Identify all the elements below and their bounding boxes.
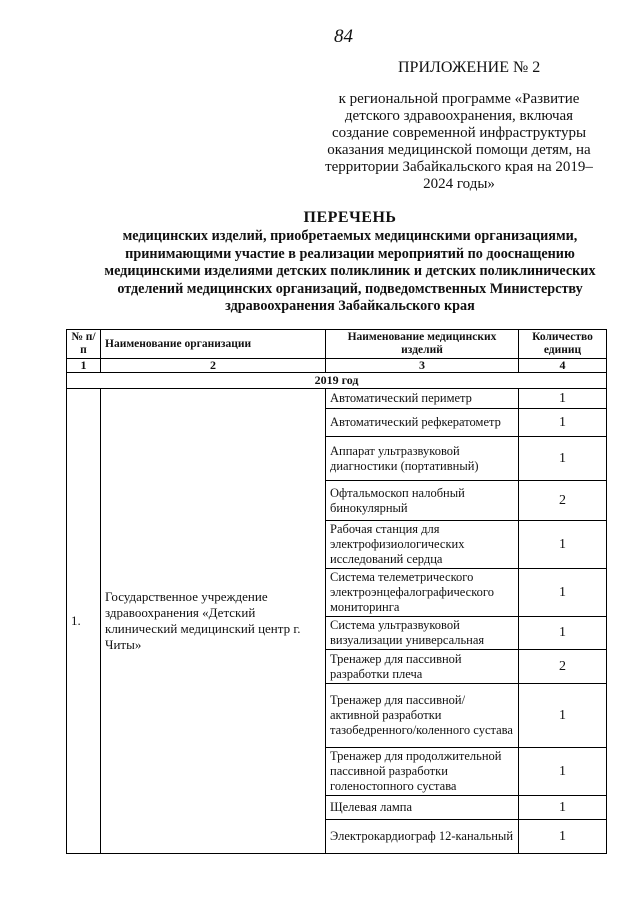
device-quantity: 1 <box>519 409 607 437</box>
device-name: Система ультразвуковой визуализации универсальная <box>326 617 519 650</box>
device-quantity: 2 <box>519 650 607 684</box>
device-quantity: 1 <box>519 820 607 854</box>
device-name: Система телеметрического электроэнцефалографического мониторинга <box>326 569 519 617</box>
table-header-row <box>67 330 607 359</box>
column-number: 3 <box>326 359 519 373</box>
page-number: 84 <box>334 26 353 47</box>
organization-name: Государственное учреждение здравоохранения «Детский клинический медицинский центр г. Читы» <box>101 389 326 854</box>
device-quantity: 1 <box>519 748 607 796</box>
document-subtitle: медицинских изделий, приобретаемых медицинскими организациями, принимающими участие в реализации мероприятий по дооснащению медицинскими изделиями детских поликлиник и детских поликлинических отделений медицинских организаций, подведомственных Министерству здравоохранения Забайкальского края <box>104 228 596 314</box>
device-name: Офтальмоскоп налобный бинокулярный <box>326 481 519 521</box>
device-quantity: 1 <box>519 796 607 820</box>
device-name: Тренажер для пассивной разработки плеча <box>326 650 519 684</box>
header-quantity: Количество единиц <box>519 330 607 359</box>
document-heading <box>90 209 610 316</box>
device-name: Тренажер для продолжительной пассивной разработки голеностопного сустава <box>326 748 519 796</box>
device-name: Щелевая лампа <box>326 796 519 820</box>
device-quantity: 1 <box>519 437 607 481</box>
year-row <box>67 373 607 389</box>
device-name: Электрокардиограф 12-канальный <box>326 820 519 854</box>
device-name: Рабочая станция для электрофизиологических исследований сердца <box>326 521 519 569</box>
row-index: 1. <box>67 389 101 854</box>
document-title: ПЕРЕЧЕНЬ <box>303 209 397 226</box>
column-number: 4 <box>519 359 607 373</box>
device-name: Автоматический рефкератометр <box>326 409 519 437</box>
device-name: Автоматический периметр <box>326 389 519 409</box>
year-label: 2019 год <box>67 373 607 389</box>
header-organization: Наименование организации <box>101 330 326 359</box>
device-quantity: 1 <box>519 684 607 748</box>
device-quantity: 1 <box>519 569 607 617</box>
appendix-title: ПРИЛОЖЕНИЕ № 2 <box>398 59 541 76</box>
device-quantity: 1 <box>519 389 607 409</box>
device-name: Тренажер для пассивной/активной разработки тазобедренного/коленного сустава <box>326 684 519 748</box>
device-quantity: 1 <box>519 521 607 569</box>
device-quantity: 1 <box>519 617 607 650</box>
header-index: № п/п <box>67 330 101 359</box>
table-row <box>67 389 607 409</box>
column-number: 2 <box>101 359 326 373</box>
column-number: 1 <box>67 359 101 373</box>
equipment-table <box>66 329 607 854</box>
column-number-row <box>67 359 607 373</box>
header-device-name: Наименование медицинских изделий <box>326 330 519 359</box>
device-name: Аппарат ультразвуковой диагностики (портативный) <box>326 437 519 481</box>
appendix-subtitle: к региональной программе «Развитие детского здравоохранения, включая создание современной инфраструктуры оказания медицинской помощи детям, на территории Забайкальского края на 2019–2024 годы» <box>325 91 593 192</box>
device-quantity: 2 <box>519 481 607 521</box>
